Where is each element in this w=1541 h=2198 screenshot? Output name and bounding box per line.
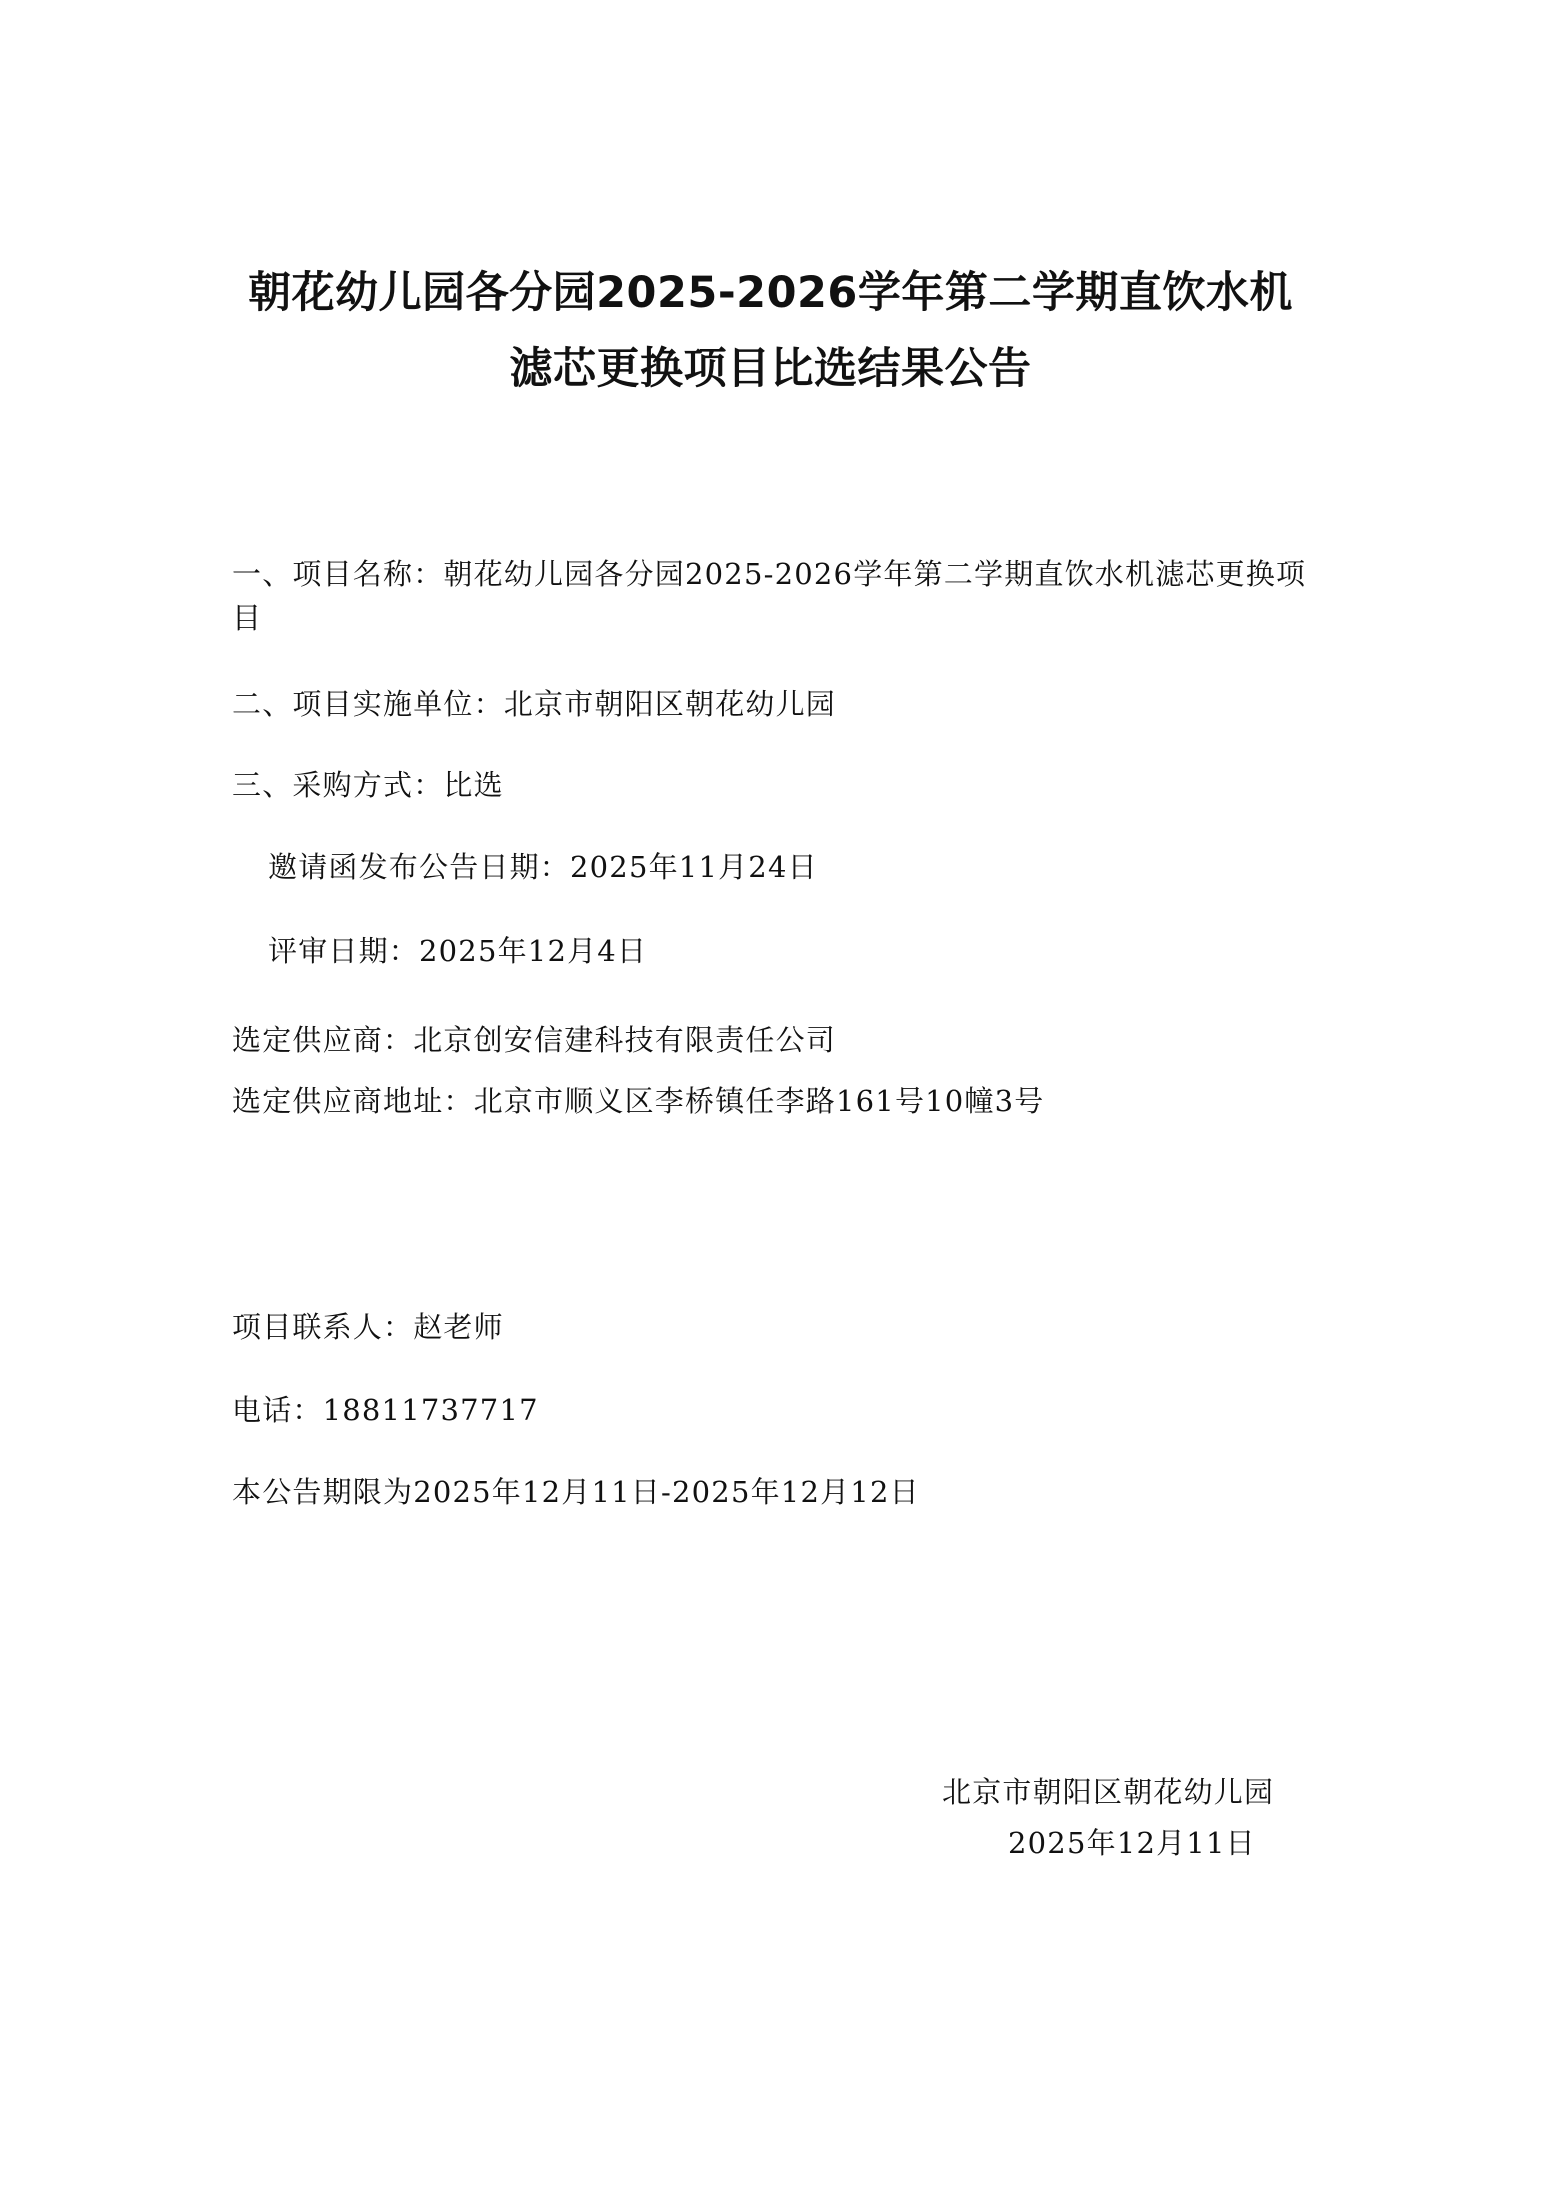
review-date: 评审日期：2025年12月4日 — [268, 934, 648, 968]
invitation-date: 邀请函发布公告日期：2025年11月24日 — [268, 850, 818, 884]
signature-organization: 北京市朝阳区朝花幼儿园 — [942, 1775, 1275, 1809]
title-line-2: 滤芯更换项目比选结果公告 — [509, 344, 1032, 394]
supplier-address: 选定供应商地址：北京市顺义区李桥镇任李路161号10幢3号 — [232, 1084, 1045, 1118]
selected-supplier: 选定供应商：北京创安信建科技有限责任公司 — [232, 1023, 837, 1057]
contact-phone: 电话：18811737717 — [232, 1393, 539, 1427]
title-line-1: 朝花幼儿园各分园2025-2026学年第二学期直饮水机 — [248, 268, 1293, 318]
implementing-unit: 二、项目实施单位：北京市朝阳区朝花幼儿园 — [232, 687, 837, 721]
contact-person: 项目联系人：赵老师 — [232, 1310, 504, 1344]
procurement-method: 三、采购方式：比选 — [232, 768, 504, 802]
signature-date: 2025年12月11日 — [1008, 1826, 1256, 1860]
notice-period: 本公告期限为2025年12月11日-2025年12月12日 — [232, 1475, 920, 1509]
project-name: 一、项目名称：朝花幼儿园各分园2025-2026学年第二学期直饮水机滤芯更换项目 — [232, 557, 1307, 635]
